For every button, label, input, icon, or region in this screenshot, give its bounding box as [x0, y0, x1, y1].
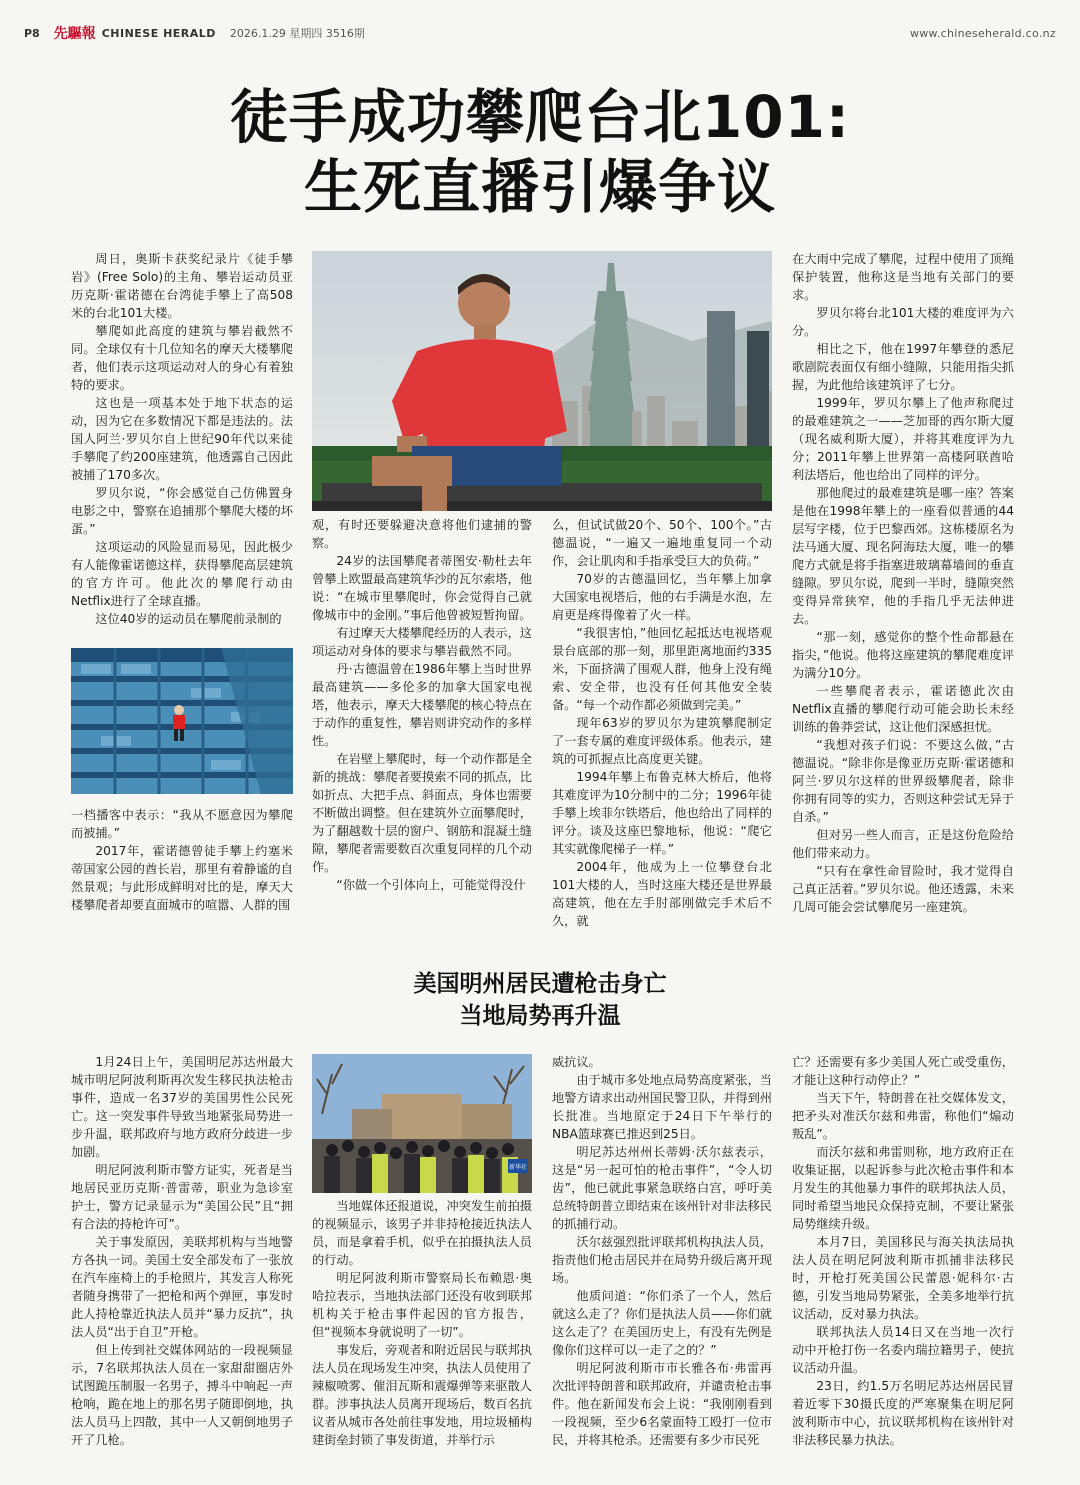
- paragraph: 一些攀爬者表示，霍诺德此次由Netflix直播的攀爬行动可能会助长未经训练的鲁莽尝试，这让他们深感担忧。: [792, 684, 1014, 734]
- paragraph: 关于事发原因，美联邦机构与当地警方各执一词。美国土安全部发布了一张放在汽车座椅上的手枪照片，其发言人称死者随身携带了一把枪和两个弹匣，事发时此人持枪靠近执法人员并“暴力反抗”，执法人员“出于自卫”开枪。: [71, 1235, 293, 1339]
- paragraph: 由于城市多处地点局势高度紧张，当地警方请求出动州国民警卫队，并得到州长批准。当地原定于24日下午举行的NBA篮球赛已推迟到25日。: [552, 1073, 772, 1141]
- paragraph: 1994年攀上布鲁克林大桥后，他将其难度评为10分制中的二分；1996年徒手攀上埃菲尔铁塔后，他也给出了同样的评分。谈及这座巴黎地标，他说：“爬它其实就像爬梯子一样。”: [552, 770, 772, 856]
- paragraph: 这位40岁的运动员在攀爬前录制的: [95, 612, 282, 626]
- article1-headline-line1: 徒手成功攀爬台北101:: [229, 83, 851, 151]
- paragraph: 一档播客中表示：“我从不愿意因为攀爬而被捕。”: [71, 808, 293, 840]
- paragraph: 明尼阿波利斯市市长雅各布·弗雷再次批评特朗普和联邦政府，并谴责枪击事件。他在新闻发布会上说：“我刚刚看到一段视频，至少6名蒙面特工殴打一位市民，并将其枪杀。还需要有多少市民死: [552, 1361, 772, 1447]
- paragraph: 么，但试试做20个、50个、100个。”古德温说，“一遍又一遍地重复同一个动作，会让肌肉和手指承受巨大的负荷。”: [552, 518, 772, 568]
- paragraph: 这也是一项基本处于地下状态的运动，因为它在多数情况下都是违法的。法国人阿兰·罗贝尔自上世纪90年代以来徒手攀爬了约200座建筑，他透露自己因此被捕了170多次。: [71, 396, 293, 482]
- paragraph: “那一刻，感觉你的整个性命都悬在指尖，”他说。他将这座建筑的攀爬难度评为满分10分。: [792, 630, 1014, 680]
- paragraph: 2004年，他成为上一位攀登台北101大楼的人，当时这座大楼还是世界最高建筑，他在左手肘部刚做完手术后不久，就: [552, 860, 772, 928]
- paragraph: “你做一个引体向上，可能觉得没什: [336, 878, 526, 892]
- article2-headline: [0, 968, 1080, 1032]
- paragraph: 那他爬过的最难建筑是哪一座？答案是他在1998年攀上的一座看似普通的44层写字楼，位于巴黎西郊。这栋楼原名为法马通大厦、现名阿海珐大厦，唯一的攀爬方式就是将手指塞进玻璃幕墙间的垂直缝隙。罗贝尔说，爬到一半时，缝隙突然变得异常狭窄，他的手指几乎无法伸进去。: [792, 486, 1014, 626]
- article2-column-3: [552, 1053, 772, 1449]
- paragraph: 事发后，旁观者和附近居民与联邦执法人员在现场发生冲突，执法人员使用了辣椒喷雾、催泪瓦斯和震爆弹等来驱散人群。涉事执法人员离开现场后，数百名抗议者从城市各处前往事发地，用垃圾桶构建街垒封锁了事发街道，并举行示: [312, 1343, 532, 1447]
- photo-agency-badge: 新华社: [508, 1164, 528, 1171]
- paragraph: 这项运动的风险显而易见，因此极少有人能像霍诺德这样，获得攀爬高层建筑的官方许可。他此次的攀爬行动由Netflix进行了全球直播。: [71, 540, 293, 608]
- paragraph: 明尼苏达州州长蒂姆·沃尔兹表示，这是“另一起可怕的枪击事件”，“令人切齿”，他已就此事紧急联络白宫，呼吁美总统特朗普立即结束在该州针对非法移民的抓捕行动。: [552, 1145, 772, 1231]
- paragraph: 但对另一些人而言，正是这份危险给他们带来动力。: [792, 828, 1014, 860]
- paragraph: 24岁的法国攀爬者蒂图安·勒杜去年曾攀上欧盟最高建筑华沙的瓦尔索塔，他说：“在城市里攀爬时，你会觉得自己就像城市中的金刚。”事后他曾被短暂拘留。: [312, 554, 532, 622]
- paragraph: 联邦执法人员14日又在当地一次行动中开枪打伤一名委内瑞拉籍男子，使抗议活动升温。: [792, 1325, 1014, 1375]
- paragraph: 周日，奥斯卡获奖纪录片《徒手攀岩》(Free Solo)的主角、攀岩运动员亚历克斯·霍诺德在台湾徒手攀上了高508米的台北101大楼。: [71, 252, 293, 320]
- paragraph: 亡？还需要有多少美国人死亡或受重伤，才能让这种行动停止？”: [792, 1055, 1014, 1087]
- paragraph: 但上传到社交媒体网站的一段视频显示，7名联邦执法人员在一家甜甜圈店外试图跪压制服一名男子，搏斗中响起一声枪响，跪在地上的那名男子随即倒地，执法人员马上四散，其中一人又朝倒地男子开了几枪。: [71, 1343, 293, 1447]
- paragraph: 沃尔兹强烈批评联邦机构执法人员，指责他们枪击居民并在局势升级后离开现场。: [552, 1235, 772, 1285]
- article2-headline-line1: 美国明州居民遭枪击身亡: [413, 971, 667, 997]
- page-header: [24, 22, 1056, 44]
- masthead-logo-cn: 先驅報: [53, 26, 96, 42]
- building-climb-photo: [71, 648, 293, 794]
- paragraph: 罗贝尔说，“你会感觉自己仿佛置身电影之中，警察在追捕那个攀爬大楼的坏蛋。”: [71, 486, 293, 536]
- site-url[interactable]: www.chineseherald.co.nz: [909, 26, 1056, 40]
- article1-headline-line2: 生死直播引爆争议: [303, 153, 776, 221]
- article1-column-1-continued: [71, 806, 293, 916]
- article1-column-4: [792, 250, 1014, 916]
- paragraph: 70岁的古德温回忆，当年攀上加拿大国家电视塔后，他的右手满是水泡，左肩更是疼得像着了火一样。: [552, 572, 772, 622]
- paragraph: 1月24日上午，美国明尼苏达州最大城市明尼阿波利斯再次发生移民执法枪击事件，造成一名37岁的美国男性公民死亡。这一突发事件导致当地紧张局势进一步升温，联邦政府与地方政府分歧进一步加剧。: [71, 1055, 293, 1159]
- paragraph: 观，有时还要躲避决意将他们逮捕的警察。: [312, 518, 532, 550]
- masthead-logo-en: CHINESE HERALD: [101, 26, 216, 40]
- paragraph: “我想对孩子们说：不要这么做，”古德温说。“除非你是像亚历克斯·霍诺德和阿兰·罗贝尔这样的世界级攀爬者，除非你拥有同等的实力，否则这种尝试无异于自杀。”: [792, 738, 1014, 824]
- paragraph: 23日，约1.5万名明尼苏达州居民冒着近零下30摄氏度的严寒聚集在明尼阿波利斯市中心，抗议联邦机构在该州针对非法移民暴力执法。: [792, 1379, 1014, 1447]
- paragraph: 他质问道：“你们杀了一个人，然后就这么走了？你们是执法人员——你们就这么走了？在美国历史上，有没有先例是像你们这样可以一走了之的？”: [552, 1289, 772, 1357]
- article2-column-1: [71, 1053, 293, 1449]
- paragraph: 当地媒体还报道说，冲突发生前拍摄的视频显示，该男子并非持枪接近执法人员，而是拿着手机，似乎在拍摄执法人员的行动。: [312, 1199, 532, 1267]
- paragraph: 而沃尔兹和弗雷则称，地方政府正在收集证据，以起诉参与此次枪击事件和本月发生的其他暴力事件的联邦执法人员，同时希望当地民众保持克制，不要让紧张局势继续升级。: [792, 1145, 1014, 1231]
- paragraph: 有过摩天大楼攀爬经历的人表示，这项运动对身体的要求与攀岩截然不同。: [312, 626, 532, 658]
- article2-column-2: [312, 1197, 532, 1449]
- paragraph: 在岩壁上攀爬时，每一个动作都是全新的挑战：攀爬者要摸索不同的抓点，比如折点、大把手点、斜面点，身体也需要不断做出调整。但在建筑外立面攀爬时，为了翻越数十层的窗户、钢筋和混凝土缝隙，攀爬者需要数百次重复同样的几个动作。: [312, 752, 532, 874]
- paragraph: 攀爬如此高度的建筑与攀岩截然不同。全球仅有十几位知名的摩天大楼攀爬者，他们表示这项运动对人的身心有着独特的要求。: [71, 324, 293, 392]
- paragraph: 丹·古德温曾在1986年攀上当时世界最高建筑——多伦多的加拿大国家电视塔，他表示，摩天大楼攀爬的核心特点在于动作的重复性，攀岩则讲究动作的多样性。: [312, 662, 532, 748]
- paragraph: “只有在拿性命冒险时，我才觉得自己真正活着。”罗贝尔说。他还透露，未来几周可能会尝试攀爬另一座建筑。: [792, 864, 1014, 914]
- paragraph: 在大雨中完成了攀爬，过程中使用了顶绳保护装置，他称这是当地有关部门的要求。: [792, 252, 1014, 302]
- paragraph: 本月7日，美国移民与海关执法局执法人员在明尼阿波利斯市抓捕非法移民时，开枪打死美国公民蕾恩·妮科尔·古德，引发当地局势紧张，全美多地举行抗议活动，反对暴力执法。: [792, 1235, 1014, 1321]
- honnold-portrait-photo: [312, 251, 772, 511]
- article1-headline: [0, 82, 1080, 222]
- issue-date: 2026.1.29 星期四 3516期: [229, 27, 365, 40]
- protest-photo: [312, 1054, 532, 1193]
- paragraph: 1999年，罗贝尔攀上了他声称爬过的最难建筑之一——芝加哥的西尔斯大厦（现名威利斯大厦），并将其难度评为九分；2011年攀上世界第一高楼阿联酋哈利法塔后，他也给出了同样的评分。: [792, 396, 1014, 482]
- page-number: P8: [24, 26, 40, 40]
- paragraph: 当天下午，特朗普在社交媒体发文，把矛头对准沃尔兹和弗雷，称他们“煽动叛乱”。: [792, 1091, 1014, 1141]
- article1-column-3: [552, 516, 772, 928]
- article2-column-4: [792, 1053, 1014, 1449]
- article2-headline-line2: 当地局势再升温: [459, 1003, 621, 1029]
- paragraph: 相比之下，他在1997年攀登的悉尼歌剧院表面仅有细小缝隙，只能用指尖抓握，为此他给该建筑评了七分。: [792, 342, 1014, 392]
- paragraph: 威抗议。: [552, 1055, 601, 1069]
- paragraph: 现年63岁的罗贝尔为建筑攀爬制定了一套专属的难度评级体系。他表示，建筑的可抓握点比高度更关键。: [552, 716, 772, 766]
- paragraph: 罗贝尔将台北101大楼的难度评为六分。: [792, 306, 1014, 338]
- paragraph: 2017年，霍诺德曾徒手攀上约塞米蒂国家公园的酋长岩，那里有着静谧的自然景观；与此形成鲜明对比的是，摩天大楼攀爬者却要直面城市的喧嚣、人群的围: [71, 844, 293, 912]
- article1-column-2: [312, 516, 532, 916]
- article1-column-1: [71, 250, 293, 630]
- paragraph: “我很害怕，”他回忆起抵达电视塔观景台底部的那一刻，那里距离地面约335米，下面挤满了围观人群，他身上没有绳索、安全带，也没有任何其他安全装备。“每一个动作都必须做到完美。”: [552, 626, 772, 712]
- paragraph: 明尼阿波利斯市警察局长布赖恩·奥哈拉表示，当地执法部门还没有收到联邦机构关于枪击事件起因的官方报告，但“视频本身就说明了一切”。: [312, 1271, 532, 1339]
- paragraph: 明尼阿波利斯市警方证实，死者是当地居民亚历克斯·普雷蒂，职业为急诊室护士，警方记录显示为“美国公民”且“拥有合法的持枪许可”。: [71, 1163, 293, 1231]
